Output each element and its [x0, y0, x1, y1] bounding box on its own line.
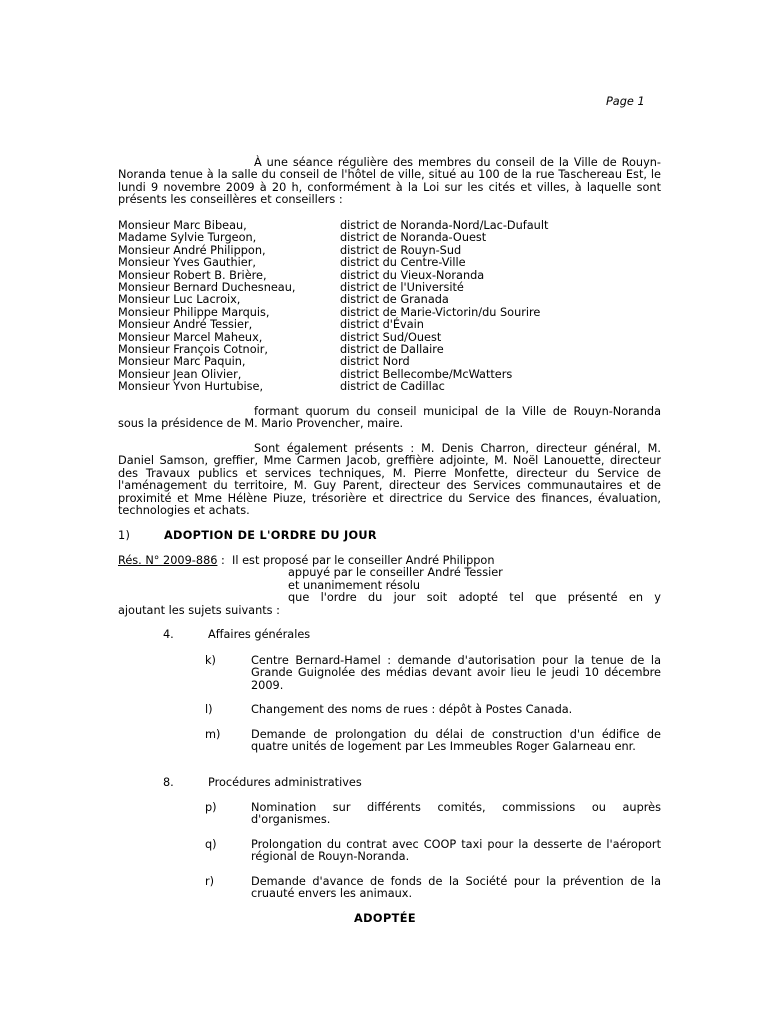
- intro-text: À une séance régulière des membres du conseil de la Ville de Rouyn-Noranda tenue à la salle du conseil de l'hôtel de ville, situé au 100 de la rue Taschereau Est, le lundi 9 novembre 2009 à 20 h, conformément à la Loi sur les cités et villes, à laquelle sont présents les conseillères et conseillers :: [118, 156, 661, 207]
- subitem-text: Demande d'avance de fonds de la Société pour la prévention de la cruauté envers les animaux.: [251, 875, 661, 901]
- also-present-text: Sont également présents : M. Denis Charron, directeur général, M. Daniel Samson, greffier, Mme Carmen Jacob, greffière adjointe, M. Noël Lanouette, directeur des Travaux publics et services techniques, M. Pierre Monfette, directeur du Service de l'aménagement du territoire, M. Guy Parent, directeur des Services communautaires et de proximité et Mme Hélène Piuze, trésorière et directrice du Service des finances, évaluation, technologies et achats.: [118, 442, 661, 518]
- council-member-row: [118, 232, 661, 244]
- member-name: Monsieur Yvon Hurtubise,: [118, 380, 264, 394]
- agenda-item-number: 8.: [163, 776, 174, 789]
- member-name: Madame Sylvie Turgeon,: [118, 231, 257, 245]
- agenda-subitem: [205, 729, 661, 754]
- resolution-seconder: appuyé par le conseiller André Tessier: [288, 566, 503, 580]
- member-district: district Sud/Ouest: [340, 330, 442, 344]
- resolution-unanimous: et unanimement résolu: [288, 578, 421, 592]
- member-district: district de l'Université: [340, 280, 464, 294]
- resolution-block: [118, 555, 661, 617]
- council-member-row: [118, 319, 661, 331]
- council-member-row: [118, 356, 661, 368]
- member-name: Monsieur André Tessier,: [118, 318, 253, 332]
- quorum-text: formant quorum du conseil municipal de la Ville de Rouyn-Noranda sous la présidence de M. Mario Provencher, maire.: [118, 405, 661, 431]
- page-number: Page 1: [606, 95, 645, 108]
- section-heading: [118, 530, 377, 542]
- agenda-subitem: [205, 839, 661, 864]
- subitem-letter: r): [205, 875, 215, 888]
- member-name: Monsieur Robert B. Brière,: [118, 268, 267, 282]
- resolution-reference: Rés. N° 2009-886: [118, 554, 218, 567]
- council-member-row: [118, 257, 661, 269]
- resolution-statement-end: ajoutant les sujets suivants :: [118, 603, 280, 617]
- council-members-list: [118, 220, 661, 393]
- member-name: Monsieur Bernard Duchesneau,: [118, 280, 296, 294]
- member-district: district de Rouyn-Sud: [340, 243, 462, 257]
- member-name: Monsieur Philippe Marquis,: [118, 305, 270, 319]
- member-name: Monsieur Luc Lacroix,: [118, 293, 241, 307]
- council-member-row: [118, 381, 661, 393]
- adopted-label: ADOPTÉE: [354, 912, 416, 925]
- subitem-text: Prolongation du contrat avec COOP taxi pour la desserte de l'aéroport régional de Rouyn-Noranda.: [251, 838, 661, 864]
- resolution-separator: :: [217, 554, 225, 567]
- subitem-letter: m): [205, 728, 221, 741]
- agenda-subitem: [205, 876, 661, 901]
- subitem-letter: p): [205, 801, 217, 814]
- agenda-subitem: [205, 802, 661, 827]
- subitem-letter: l): [205, 703, 213, 716]
- member-district: district de Granada: [340, 293, 449, 307]
- subitem-text: Demande de prolongation du délai de construction d'un édifice de quatre unités de logement par Les Immeubles Roger Galarneau enr.: [251, 728, 661, 754]
- resolution-proposer: Il est proposé par le conseiller André Philippon: [232, 554, 495, 567]
- member-district: district Nord: [340, 355, 410, 369]
- section-title: ADOPTION DE L'ORDRE DU JOUR: [164, 529, 377, 542]
- subitem-text: Changement des noms de rues : dépôt à Postes Canada.: [251, 703, 573, 716]
- member-district: district de Dallaire: [340, 342, 444, 356]
- subitem-letter: q): [205, 838, 217, 851]
- agenda-subitem: [205, 655, 661, 692]
- subitem-text: Centre Bernard-Hamel : demande d'autorisation pour la tenue de la Grande Guignolée des médias devant avoir lieu le jeudi 10 décembre 2009.: [251, 654, 661, 692]
- intro-paragraph: [118, 157, 661, 207]
- member-district: district de Cadillac: [340, 380, 445, 394]
- agenda-item-title: Affaires générales: [208, 628, 311, 641]
- member-name: Monsieur Marcel Maheux,: [118, 330, 263, 344]
- agenda-item-number: 4.: [163, 628, 174, 641]
- member-district: district Bellecombe/McWatters: [340, 367, 513, 381]
- member-district: district du Centre-Ville: [340, 256, 466, 270]
- section-number: 1): [118, 529, 131, 542]
- member-name: Monsieur Marc Paquin,: [118, 355, 246, 369]
- agenda-item-heading: [163, 629, 310, 641]
- agenda-subitem: [205, 704, 661, 716]
- agenda-item-heading: [163, 777, 362, 789]
- member-district: district de Noranda-Nord/Lac-Dufault: [340, 219, 549, 232]
- member-name: Monsieur Marc Bibeau,: [118, 219, 247, 232]
- resolution-statement: que l'ordre du jour soit adopté tel que présenté en y: [288, 591, 661, 605]
- member-district: district de Marie-Victorin/du Sourire: [340, 305, 541, 319]
- member-district: district de Noranda-Ouest: [340, 231, 487, 245]
- member-name: Monsieur André Philippon,: [118, 243, 266, 257]
- member-district: district d'Évain: [340, 318, 424, 332]
- member-name: Monsieur Jean Olivier,: [118, 367, 242, 381]
- council-member-row: [118, 294, 661, 306]
- also-present-paragraph: [118, 443, 661, 517]
- member-name: Monsieur François Cotnoir,: [118, 342, 269, 356]
- quorum-paragraph: [118, 406, 661, 431]
- member-district: district du Vieux-Noranda: [340, 268, 485, 282]
- subitem-text: Nomination sur différents comités, commissions ou auprès d'organismes.: [251, 801, 661, 827]
- member-name: Monsieur Yves Gauthier,: [118, 256, 256, 270]
- agenda-item-title: Procédures administratives: [208, 776, 362, 789]
- subitem-letter: k): [205, 654, 216, 667]
